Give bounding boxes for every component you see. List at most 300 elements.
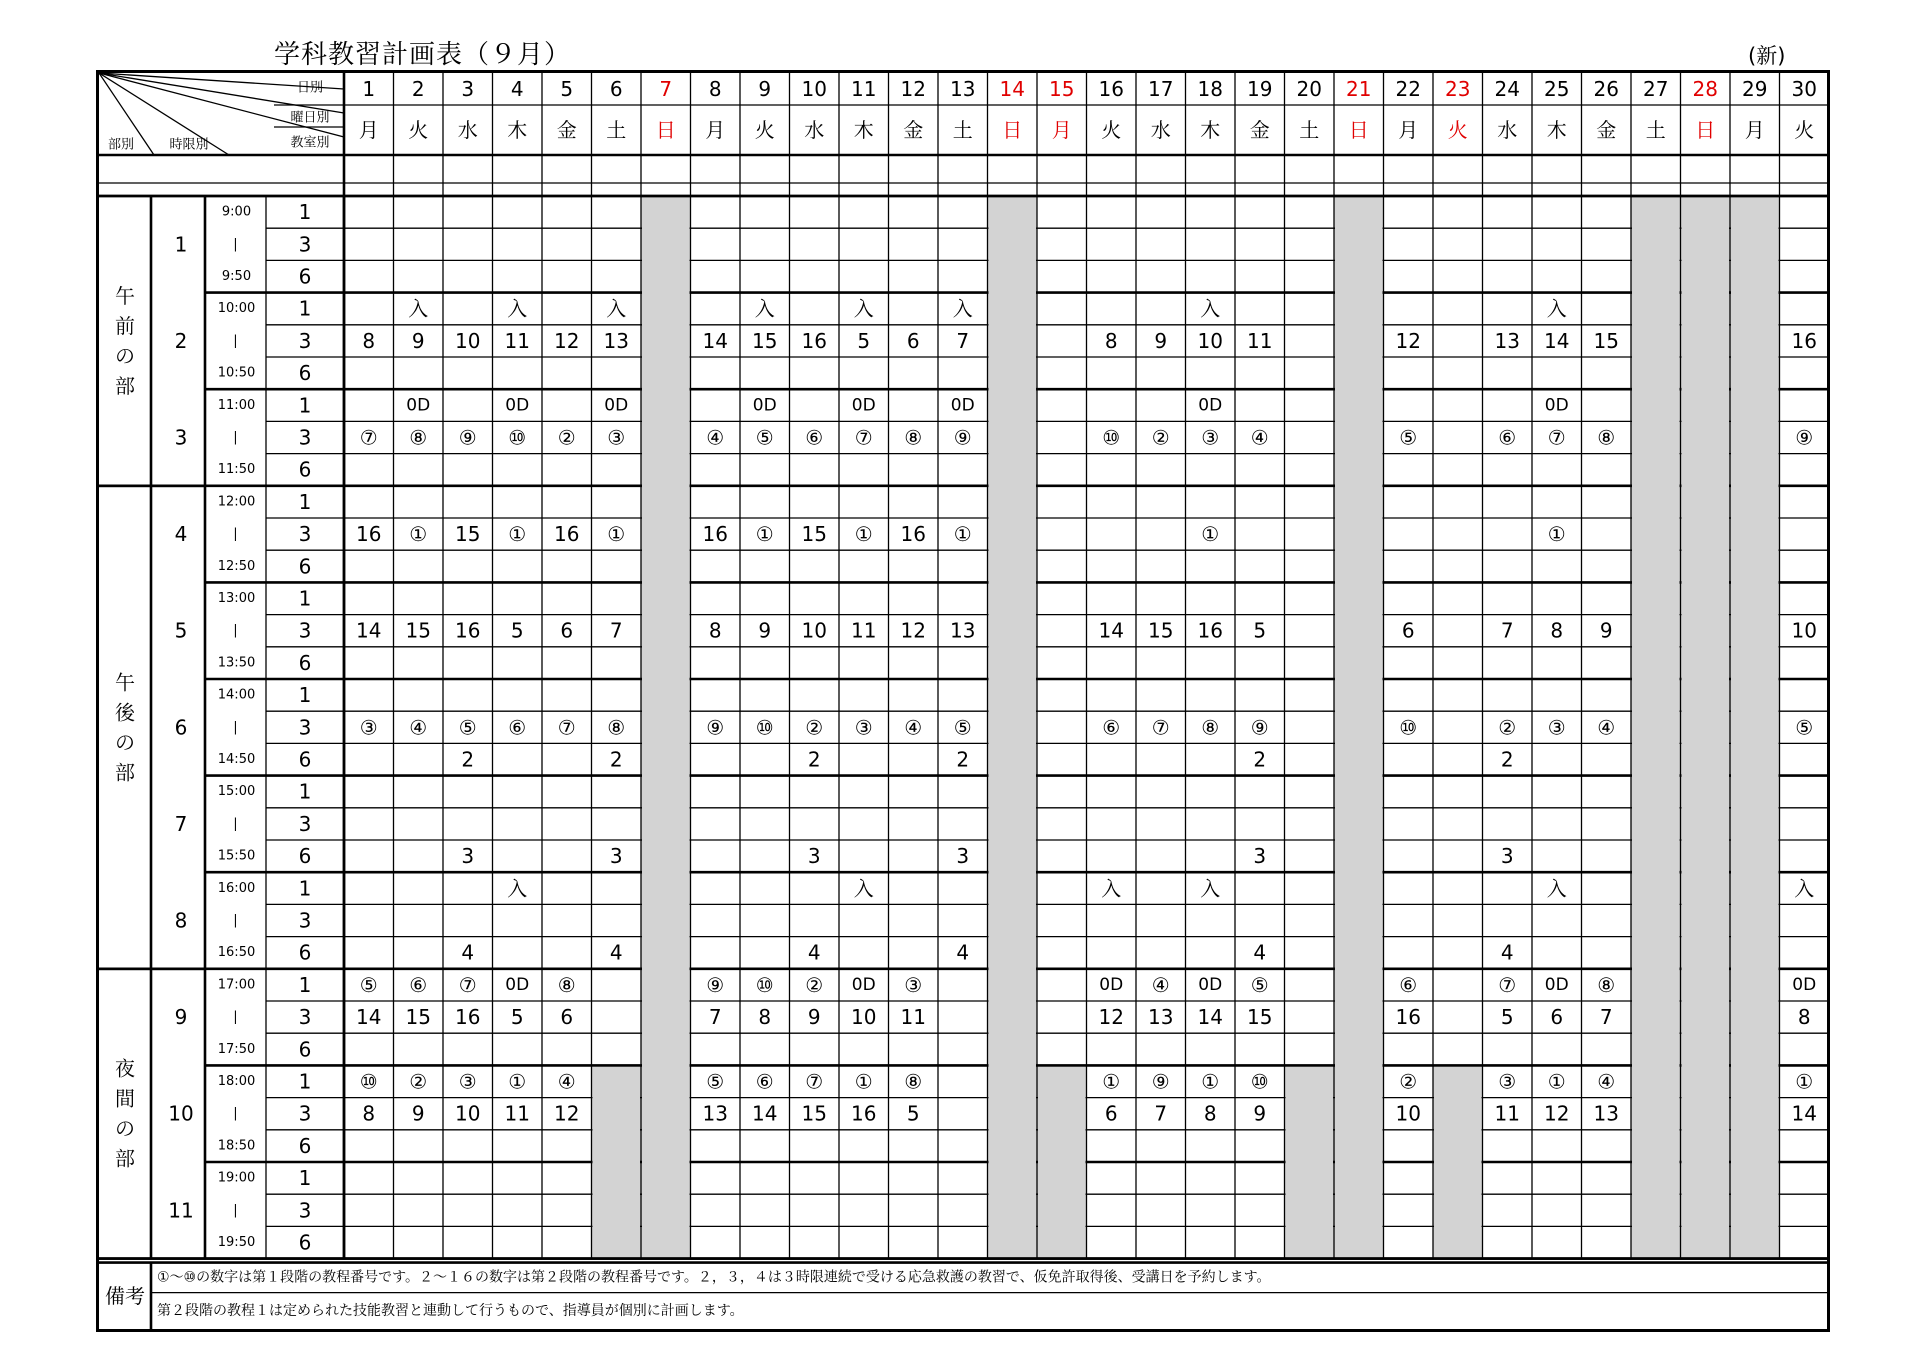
lesson-cell: ⑧	[1201, 715, 1220, 740]
lesson-cell: 16	[702, 522, 728, 547]
lesson-cell: 入	[1200, 876, 1221, 901]
section-label-char: 午	[115, 670, 135, 695]
lesson-cell: 0D	[406, 395, 431, 416]
lesson-cell: 15	[801, 522, 827, 547]
schedule-sheet	[96, 70, 1830, 1332]
day-number: 5	[560, 77, 574, 101]
period-number: 4	[174, 522, 188, 547]
room-number: 1	[298, 489, 312, 514]
section-label-char: の	[115, 343, 135, 368]
day-number: 18	[1197, 77, 1223, 101]
day-number: 17	[1148, 77, 1174, 101]
period-separator: |	[233, 913, 238, 928]
period-separator: |	[233, 526, 238, 542]
lesson-cell: 4	[461, 940, 475, 965]
lesson-cell: 3	[1253, 844, 1267, 869]
lesson-cell: 10	[455, 1101, 481, 1126]
lesson-cell: 0D	[1099, 974, 1124, 995]
weekday-header-label: 曜日別	[290, 110, 330, 126]
lesson-cell: 14	[702, 328, 728, 353]
lesson-cell: ④	[1250, 425, 1269, 450]
section-label-char: の	[115, 1116, 135, 1141]
weekday-label: 水	[804, 118, 825, 142]
lesson-cell: 11	[1247, 328, 1273, 353]
lesson-cell: 13	[702, 1101, 728, 1126]
lesson-cell: ⑩	[359, 1069, 378, 1094]
lesson-cell: 12	[1098, 1005, 1124, 1030]
lesson-cell: ⑦	[854, 425, 873, 450]
lesson-cell: ⑨	[706, 972, 725, 997]
lesson-cell: 10	[851, 1005, 877, 1030]
period-end-time: 14:50	[217, 752, 256, 767]
lesson-cell: ②	[1399, 1069, 1418, 1094]
lesson-cell: 9	[758, 618, 772, 643]
day-number: 4	[510, 77, 524, 101]
lesson-cell: 13	[950, 618, 976, 643]
room-number: 3	[298, 1198, 312, 1223]
day-number: 9	[758, 77, 772, 101]
lesson-cell: 8	[362, 328, 376, 353]
lesson-cell: ②	[1498, 715, 1517, 740]
lesson-cell: 0D	[950, 395, 975, 416]
lesson-cell: 16	[801, 328, 827, 353]
day-number: 30	[1791, 77, 1817, 101]
room-number: 6	[298, 747, 312, 772]
lesson-cell: ⑧	[1597, 972, 1616, 997]
lesson-cell: 13	[1494, 328, 1520, 353]
lesson-cell: 12	[554, 1101, 580, 1126]
lesson-cell: 10	[1395, 1101, 1421, 1126]
day-number: 16	[1098, 77, 1124, 101]
lesson-cell: 入	[1546, 876, 1567, 901]
weekday-label: 日	[1002, 118, 1023, 142]
lesson-cell: 11	[851, 618, 877, 643]
lesson-cell: 11	[900, 1005, 926, 1030]
period-start-time: 9:00	[221, 204, 252, 220]
lesson-cell: 13	[1593, 1101, 1619, 1126]
lesson-cell: ②	[805, 972, 824, 997]
weekday-label: 金	[556, 118, 577, 142]
remarks-line-1: ①～⑩の数字は第１段階の教程番号です。２～１６の数字は第２段階の教程番号です。２，３，４は３時限連続で受ける応急救護の教習で、仮免許取得後、受講日を予約します。	[157, 1269, 1271, 1286]
lesson-cell: ⑤	[359, 972, 378, 997]
period-separator: |	[233, 816, 238, 832]
day-number: 24	[1494, 77, 1520, 101]
weekday-label: 水	[457, 118, 478, 142]
lesson-cell: 入	[1794, 876, 1815, 901]
room-number: 3	[298, 1005, 312, 1030]
room-number: 6	[298, 1133, 312, 1158]
lesson-cell: 3	[461, 844, 475, 869]
lesson-cell: ④	[706, 425, 725, 450]
lesson-cell: ④	[1597, 715, 1616, 740]
lesson-cell: 3	[1500, 844, 1514, 869]
weekday-label: 金	[1249, 118, 1270, 142]
room-number: 1	[298, 1166, 312, 1191]
lesson-cell: 16	[554, 522, 580, 547]
lesson-cell: ⑧	[607, 715, 626, 740]
period-separator: |	[233, 1202, 238, 1218]
room-number: 6	[298, 844, 312, 869]
room-number: 3	[298, 618, 312, 643]
lesson-cell: ⑦	[1151, 715, 1170, 740]
period-start-time: 13:00	[217, 591, 256, 606]
room-number: 6	[298, 264, 312, 289]
lesson-cell: ③	[1547, 715, 1566, 740]
lesson-cell: 16	[851, 1101, 877, 1126]
section-label-char: 部	[115, 760, 135, 785]
lesson-cell: 14	[752, 1101, 778, 1126]
schedule-grid	[99, 73, 1827, 1329]
room-number: 3	[298, 1101, 312, 1126]
room-number: 3	[298, 328, 312, 353]
lesson-cell: ⑧	[904, 425, 923, 450]
lesson-cell: 0D	[505, 395, 530, 416]
day-number: 29	[1742, 77, 1768, 101]
lesson-cell: 0D	[1198, 395, 1223, 416]
lesson-cell: 3	[807, 844, 821, 869]
period-number: 5	[174, 618, 188, 643]
period-end-time: 13:50	[217, 655, 256, 671]
lesson-cell: ③	[1201, 425, 1220, 450]
lesson-cell: ⑤	[1250, 972, 1269, 997]
period-separator: |	[233, 430, 238, 445]
lesson-cell: 入	[606, 296, 627, 321]
lesson-cell: 8	[758, 1005, 772, 1030]
lesson-cell: 16	[1395, 1005, 1421, 1030]
lesson-cell: 6	[560, 618, 574, 643]
lesson-cell: ②	[805, 715, 824, 740]
lesson-cell: ④	[904, 715, 923, 740]
lesson-cell: 入	[952, 296, 973, 321]
lesson-cell: 入	[1546, 296, 1567, 321]
lesson-cell: ⑩	[1399, 715, 1418, 740]
lesson-cell: 4	[956, 940, 970, 965]
period-end-time: 15:50	[217, 848, 256, 864]
weekday-label: 木	[1546, 118, 1567, 142]
room-number: 1	[298, 779, 312, 804]
weekday-label: 日	[655, 118, 676, 142]
period-number: 11	[168, 1198, 194, 1223]
lesson-cell: ⑥	[1102, 715, 1121, 740]
section-label-char: 前	[115, 313, 135, 338]
lesson-cell: 入	[1101, 876, 1122, 901]
weekday-label: 土	[952, 118, 973, 142]
lesson-cell: 7	[708, 1005, 722, 1030]
lesson-cell: ③	[904, 972, 923, 997]
lesson-cell: ⑨	[458, 425, 477, 450]
lesson-cell: 0D	[1198, 974, 1223, 995]
lesson-cell: ⑥	[1498, 425, 1517, 450]
period-separator: |	[233, 623, 238, 639]
lesson-cell: 10	[801, 618, 827, 643]
lesson-cell: 14	[356, 1005, 382, 1030]
lesson-cell: ⑦	[458, 972, 477, 997]
lesson-cell: 入	[853, 876, 874, 901]
weekday-label: 月	[705, 118, 726, 142]
weekday-label: 木	[853, 118, 874, 142]
room-number: 6	[298, 940, 312, 965]
lesson-cell: ③	[607, 425, 626, 450]
lesson-cell: 15	[1247, 1005, 1273, 1030]
day-number: 20	[1296, 77, 1322, 101]
lesson-cell: 入	[408, 296, 429, 321]
weekday-label: 日	[1695, 118, 1716, 142]
weekday-label: 火	[1447, 118, 1468, 142]
remarks-line-2: 第２段階の教程１は定められた技能教習と連動して行うもので、指導員が個別に計画します。	[157, 1302, 744, 1319]
lesson-cell: ⑦	[1547, 425, 1566, 450]
lesson-cell: 15	[405, 618, 431, 643]
lesson-cell: ①	[409, 522, 428, 547]
lesson-cell: 11	[504, 328, 530, 353]
lesson-cell: 7	[609, 618, 623, 643]
period-start-time: 14:00	[217, 687, 256, 703]
lesson-cell: 7	[1500, 618, 1514, 643]
period-start-time: 11:00	[217, 397, 256, 413]
lesson-cell: 2	[1500, 747, 1514, 772]
lesson-cell: 15	[1148, 618, 1174, 643]
lesson-cell: 12	[900, 618, 926, 643]
weekday-label: 火	[408, 118, 429, 142]
weekday-label: 火	[1101, 118, 1122, 142]
day-number: 25	[1544, 77, 1570, 101]
lesson-cell: ⑥	[1399, 972, 1418, 997]
lesson-cell: 5	[1500, 1005, 1514, 1030]
section-label-char: 後	[115, 700, 135, 725]
lesson-cell: 16	[356, 522, 382, 547]
lesson-cell: 12	[554, 328, 580, 353]
lesson-cell: ⑤	[1399, 425, 1418, 450]
lesson-cell: 8	[1550, 618, 1564, 643]
lesson-cell: 8	[1203, 1101, 1217, 1126]
lesson-cell: ③	[1498, 1069, 1517, 1094]
lesson-cell: ①	[1795, 1069, 1814, 1094]
weekday-label: 土	[1299, 118, 1320, 142]
period-start-time: 10:00	[217, 301, 256, 317]
lesson-cell: 14	[1544, 328, 1570, 353]
lesson-cell: 8	[1797, 1005, 1811, 1030]
lesson-cell: 13	[603, 328, 629, 353]
lesson-cell: 10	[1197, 328, 1223, 353]
lesson-cell: 0D	[505, 974, 530, 995]
day-number: 2	[411, 77, 425, 101]
day-number: 6	[609, 77, 623, 101]
day-number: 14	[999, 77, 1025, 101]
room-number: 6	[298, 554, 312, 579]
lesson-cell: ⑨	[1151, 1069, 1170, 1094]
weekday-label: 火	[1794, 118, 1815, 142]
weekday-label: 金	[1596, 118, 1617, 142]
lesson-cell: ①	[1201, 522, 1220, 547]
period-number: 7	[174, 811, 188, 836]
lesson-cell: 5	[510, 1005, 524, 1030]
lesson-cell: 15	[405, 1005, 431, 1030]
weekday-label: 水	[1150, 118, 1171, 142]
lesson-cell: ①	[607, 522, 626, 547]
lesson-cell: ⑤	[706, 1069, 725, 1094]
lesson-cell: 5	[510, 618, 524, 643]
lesson-cell: 11	[504, 1101, 530, 1126]
lesson-cell: 入	[507, 876, 528, 901]
lesson-cell: 15	[752, 328, 778, 353]
weekday-label: 木	[1200, 118, 1221, 142]
weekday-label: 火	[754, 118, 775, 142]
day-number: 26	[1593, 77, 1619, 101]
lesson-cell: ①	[1201, 1069, 1220, 1094]
period-number: 9	[174, 1005, 188, 1030]
lesson-cell: ①	[1547, 1069, 1566, 1094]
room-number: 3	[298, 811, 312, 836]
lesson-cell: 3	[956, 844, 970, 869]
weekday-label: 水	[1497, 118, 1518, 142]
period-end-time: 17:50	[217, 1041, 256, 1057]
weekday-label: 日	[1348, 118, 1369, 142]
lesson-cell: 14	[1791, 1101, 1817, 1126]
lesson-cell: 2	[807, 747, 821, 772]
lesson-cell: ⑤	[953, 715, 972, 740]
lesson-cell: ⑩	[508, 425, 527, 450]
lesson-cell: ⑨	[953, 425, 972, 450]
lesson-cell: 2	[1253, 747, 1267, 772]
room-number: 6	[298, 650, 312, 675]
day-number: 1	[362, 77, 376, 101]
lesson-cell: ⑤	[458, 715, 477, 740]
lesson-cell: ⑧	[557, 972, 576, 997]
lesson-cell: 6	[1104, 1101, 1118, 1126]
lesson-cell: ①	[508, 1069, 527, 1094]
lesson-cell: ④	[557, 1069, 576, 1094]
lesson-cell: ⑦	[359, 425, 378, 450]
lesson-cell: ③	[359, 715, 378, 740]
room-number: 1	[298, 1069, 312, 1094]
lesson-cell: 7	[956, 328, 970, 353]
weekday-label: 土	[606, 118, 627, 142]
lesson-cell: ③	[854, 715, 873, 740]
period-start-time: 19:00	[217, 1170, 256, 1186]
room-number: 3	[298, 908, 312, 933]
day-number: 3	[461, 77, 475, 101]
room-number: 1	[298, 200, 312, 225]
lesson-cell: ①	[854, 1069, 873, 1094]
period-start-time: 12:00	[217, 494, 256, 510]
lesson-cell: 8	[1104, 328, 1118, 353]
day-number: 10	[801, 77, 827, 101]
lesson-cell: ⑦	[805, 1069, 824, 1094]
lesson-cell: ①	[1102, 1069, 1121, 1094]
weekday-label: 月	[1398, 118, 1419, 142]
section-label-char: の	[115, 730, 135, 755]
period-start-time: 16:00	[217, 880, 256, 896]
lesson-cell: 0D	[604, 395, 629, 416]
weekday-label: 木	[507, 118, 528, 142]
room-number: 1	[298, 876, 312, 901]
period-separator: |	[233, 236, 238, 252]
lesson-cell: ⑩	[1250, 1069, 1269, 1094]
room-number: 1	[298, 972, 312, 997]
section-label-char: 夜	[115, 1056, 135, 1081]
lesson-cell: 12	[1395, 328, 1421, 353]
period-start-time: 15:00	[217, 784, 256, 800]
lesson-cell: 0D	[1792, 974, 1817, 995]
lesson-cell: 2	[461, 747, 475, 772]
period-number: 10	[168, 1101, 194, 1126]
page-title: 学科教習計画表（９月）	[274, 40, 572, 70]
lesson-cell: ③	[458, 1069, 477, 1094]
lesson-cell: ④	[1597, 1069, 1616, 1094]
lesson-cell: ⑥	[805, 425, 824, 450]
period-start-time: 18:00	[217, 1074, 256, 1089]
lesson-cell: 16	[1791, 328, 1817, 353]
lesson-cell: 16	[455, 618, 481, 643]
lesson-cell: ④	[1151, 972, 1170, 997]
lesson-cell: ⑦	[1498, 972, 1517, 997]
lesson-cell: 6	[1401, 618, 1415, 643]
day-number: 12	[900, 77, 926, 101]
lesson-cell: 0D	[1544, 395, 1569, 416]
section-label-char: 間	[115, 1086, 135, 1111]
lesson-cell: 7	[1599, 1005, 1613, 1030]
lesson-cell: 4	[1500, 940, 1514, 965]
lesson-cell: ①	[508, 522, 527, 547]
lesson-cell: 8	[708, 618, 722, 643]
lesson-cell: 4	[1253, 940, 1267, 965]
lesson-cell: ⑧	[1597, 425, 1616, 450]
lesson-cell: ⑨	[1250, 715, 1269, 740]
day-header-label: 日別	[296, 80, 324, 96]
lesson-cell: ⑥	[755, 1069, 774, 1094]
period-number: 6	[174, 715, 188, 740]
lesson-cell: 入	[754, 296, 775, 321]
lesson-cell: 11	[1494, 1101, 1520, 1126]
period-separator: |	[233, 333, 238, 349]
day-number: 19	[1247, 77, 1273, 101]
room-number: 1	[298, 296, 312, 321]
period-number: 2	[174, 328, 188, 353]
day-number: 21	[1346, 77, 1372, 101]
period-number: 8	[174, 908, 188, 933]
lesson-cell: 4	[807, 940, 821, 965]
day-number: 15	[1049, 77, 1075, 101]
lesson-cell: 8	[362, 1101, 376, 1126]
period-header-label: 時限別	[169, 137, 209, 153]
day-number: 13	[950, 77, 976, 101]
lesson-cell: ①	[953, 522, 972, 547]
section-label-char: 午	[115, 283, 135, 308]
lesson-cell: 入	[853, 296, 874, 321]
day-number: 8	[708, 77, 722, 101]
lesson-cell: ②	[409, 1069, 428, 1094]
lesson-cell: 15	[455, 522, 481, 547]
lesson-cell: 16	[900, 522, 926, 547]
day-number: 22	[1395, 77, 1421, 101]
lesson-cell: 16	[455, 1005, 481, 1030]
lesson-cell: 7	[1154, 1101, 1168, 1126]
lesson-cell: 4	[609, 940, 623, 965]
room-number: 6	[298, 457, 312, 482]
lesson-cell: ⑦	[557, 715, 576, 740]
lesson-cell: 10	[1791, 618, 1817, 643]
section-label-char: 部	[115, 373, 135, 398]
day-number: 28	[1692, 77, 1718, 101]
lesson-cell: 3	[609, 844, 623, 869]
lesson-cell: 15	[1593, 328, 1619, 353]
lesson-cell: ⑩	[1102, 425, 1121, 450]
weekday-label: 月	[358, 118, 379, 142]
room-number: 6	[298, 1037, 312, 1062]
period-end-time: 16:50	[217, 945, 256, 961]
lesson-cell: 9	[411, 1101, 425, 1126]
period-number: 1	[174, 232, 188, 257]
lesson-cell: ①	[1547, 522, 1566, 547]
